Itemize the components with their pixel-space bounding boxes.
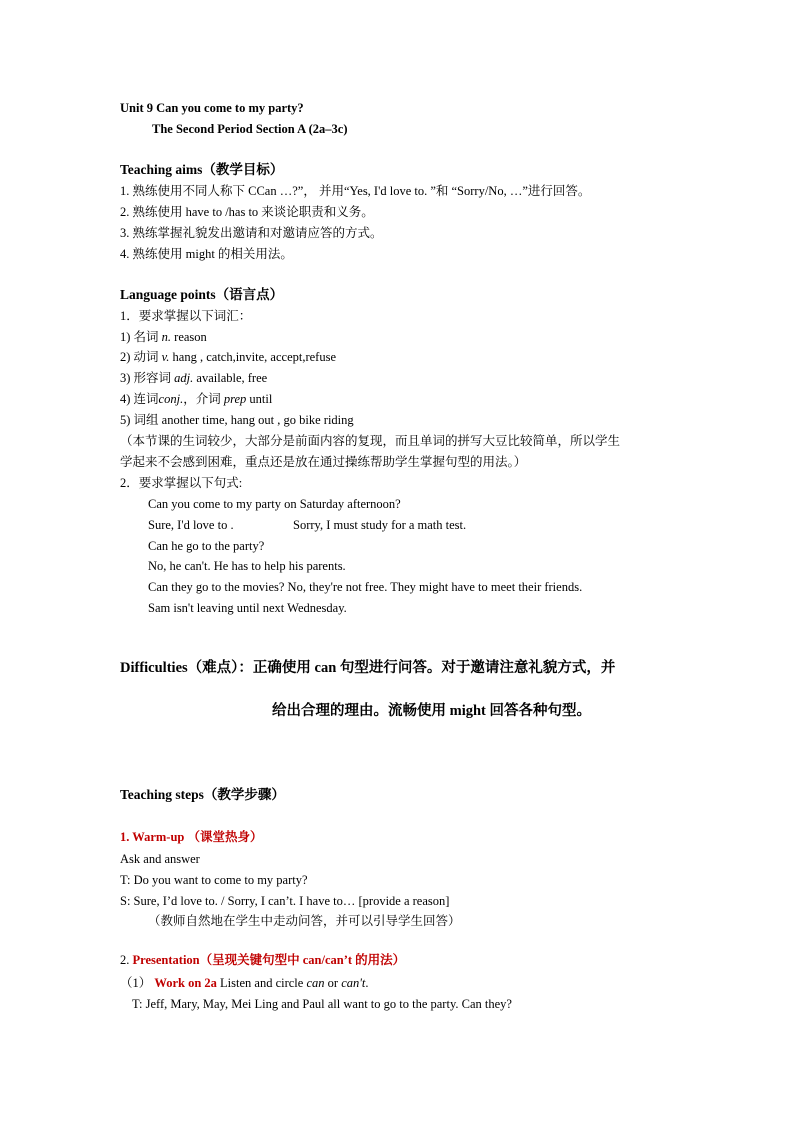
sentence-pattern: Sam isn't leaving until next Wednesday.	[148, 601, 347, 615]
sentence-pattern: Can he go to the party?	[148, 539, 265, 553]
warmup-subtitle: Ask and answer	[120, 852, 200, 866]
warmup-note: （教师自然地在学生中走动问答，并可以引导学生回答）	[148, 914, 461, 928]
sentence-pattern: No, he can't. He has to help his parents.	[148, 559, 346, 573]
vocab-subheading: 1．要求掌握以下词汇：	[120, 309, 252, 323]
period-title: The Second Period Section A (2a–3c)	[152, 122, 348, 136]
vocab-item-phrase: 5) 词组 another time, hang out , go bike riding	[120, 413, 354, 427]
sentence-subheading: 2．要求掌握以下句式:	[120, 476, 243, 490]
warmup-title: 1. Warm-up （课堂热身）	[120, 830, 263, 844]
sentence-pattern: Can they go to the movies? No, they're not free. They might have to meet their friends.	[148, 580, 583, 594]
aim-item: 4. 熟练使用 might 的相关用法。	[120, 247, 293, 261]
warmup-student-line: S: Sure, I’d love to. / Sorry, I can’t. I have to… [provide a reason]	[120, 894, 450, 908]
warmup-teacher-line: T: Do you want to come to my party?	[120, 873, 308, 887]
presentation-task: （1） Work on 2a Listen and circle can or can't.	[120, 976, 369, 990]
note-line: （本节课的生词较少，大部分是前面内容的复现，而且单词的拼写大豆比较简单，所以学生	[120, 434, 621, 448]
aim-item: 1. 熟练使用不同人称下 CCan …?”， 并用“Yes, I'd love to. ”和 “Sorry/No, …”进行回答。	[120, 184, 591, 198]
presentation-title: 2. Presentation（呈现关键句型中 can/can’t 的用法）	[120, 953, 406, 967]
difficulties-line: 给出合理的理由。流畅使用 might 回答各种句型。	[272, 703, 591, 719]
vocab-item-verb: 2) 动词 v. hang , catch,invite, accept,refuse	[120, 350, 337, 364]
note-line: 学起来不会感到困难，重点还是放在通过操练帮助学生掌握句型的用法。）	[120, 455, 527, 469]
language-heading: Language points（语言点）	[120, 287, 284, 302]
sentence-pattern: Can you come to my party on Saturday afternoon?	[148, 497, 401, 511]
vocab-item-noun: 1) 名词 n. reason	[120, 330, 207, 344]
unit-title: Unit 9 Can you come to my party?	[120, 101, 304, 115]
sentence-pattern: Sorry, I must study for a math test.	[293, 518, 467, 532]
aim-item: 2. 熟练使用 have to /has to 来谈论职责和义务。	[120, 205, 374, 219]
steps-heading: Teaching steps（教学步骤）	[120, 787, 285, 802]
vocab-item-conj: 4) 连词conj.，介词 prep until	[120, 392, 273, 406]
sentence-pattern: Sure, I'd love to .	[148, 518, 234, 532]
difficulties-line: Difficulties（难点）：正确使用 can 句型进行问答。对于邀请注意礼貌方式，并	[120, 660, 616, 676]
presentation-teacher-line: T: Jeff, Mary, May, Mei Ling and Paul all want to go to the party. Can they?	[132, 997, 512, 1011]
vocab-item-adj: 3) 形容词 adj. available, free	[120, 371, 268, 385]
aim-item: 3. 熟练掌握礼貌发出邀请和对邀请应答的方式。	[120, 226, 383, 240]
aims-heading: Teaching aims（教学目标）	[120, 162, 284, 177]
